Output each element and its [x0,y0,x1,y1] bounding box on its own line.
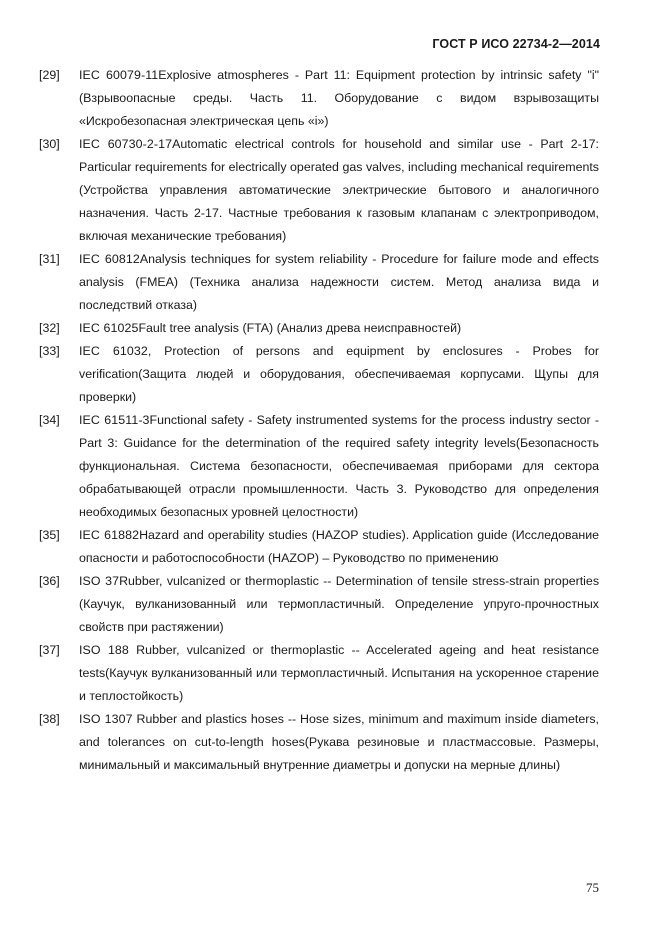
reference-description: Rubber, vulcanized or thermoplastic -- Determination of tensile stress-strain properties (Каучук, вулканизованный или термопластичный. Определение упруго-прочностных свойств при растяжении) [79,574,600,634]
reference-code: IEC 61511-3 [79,413,150,427]
reference-code: IEC 61882 [79,528,140,542]
reference-code: IEC 61032, [79,344,152,358]
reference-number: [34] [39,413,60,427]
reference-number: [32] [39,321,60,335]
reference-text [79,570,599,639]
reference-description: Hazard and operability studies (HAZOP studies). Application guide (Исследование опасности и работоспособности (HAZOP) – Руководство по применению [79,528,600,565]
reference-description: Fault tree analysis (FTA) (Анализ древа неисправностей) [138,321,462,335]
reference-description: Rubber and plastics hoses -- Hose sizes, minimum and maximum inside diameters, and tolerances on cut-to-length hoses(Рукава резиновые и пластмассовые. Размеры, минимальный и максимальный внутренние диаметры и допуски на мерные длины) [79,712,599,772]
reference-text [79,708,599,777]
reference-code: IEC 61025 [79,321,139,335]
reference-number: [33] [39,344,60,358]
reference-description: Analysis techniques for system reliability - Procedure for failure mode and effects analysis (FMEA) (Техника анализа надежности систем. Метод анализа вида и последствий отказа) [79,252,599,312]
reference-description: Explosive atmospheres - Part 11: Equipment protection by intrinsic safety "i" (Взрывоопасные среды. Часть 11. Оборудование с видом взрывозащиты «Искробезопасная электрическая цепь «i») [79,68,599,128]
reference-number: [35] [39,528,60,542]
reference-item [39,639,599,708]
reference-number: [29] [39,68,60,82]
reference-number: [30] [39,137,60,151]
reference-number: [38] [39,712,60,726]
reference-number: [31] [39,252,60,266]
reference-description: Protection of persons and equipment by enclosures - Probes for verification(Защита людей и оборудования, обеспечиваемая корпусами. Щупы для проверки) [79,344,599,404]
reference-description: Rubber, vulcanized or thermoplastic -- Accelerated ageing and heat resistance tests(Каучук вулканизованный или термопластичный. Испытания на ускоренное старение и теплостойкость) [79,643,599,703]
reference-code: ISO 37 [79,574,120,588]
reference-number: [36] [39,574,60,588]
reference-text [79,639,599,708]
reference-description: Functional safety - Safety instrumented systems for the process industry sector - Part 3: Guidance for the determination of the required safety integrity levels(Безопасность функциональная. Система безопасности, обеспечиваемая приборами для сектора обрабатывающей отрасли промышленности. Часть 3. Руководство для определения необходимых безопасных уровней целостности) [79,413,600,519]
reference-code: IEC 60730-2-17 [79,137,173,151]
reference-code: ISO 188 [79,643,129,657]
reference-item [39,317,599,340]
reference-description: Automatic electrical controls for household and similar use - Part 2-17: Particular requirements for electrically operated gas valves, including mechanical requirements (Устройства управления автоматические электрические бытового и аналогичного назначения. Часть 2-17. Частные требования к газовым клапанам с электроприводом, включая механические требования) [79,137,599,243]
reference-item [39,340,599,409]
reference-item [39,248,599,317]
document-header: ГОСТ Р ИСО 22734-2—2014 [432,37,600,51]
reference-text [79,64,599,133]
reference-code: ISO 1307 [79,712,133,726]
reference-text [79,248,599,317]
reference-number: [37] [39,643,60,657]
reference-text [79,524,599,570]
reference-code: IEC 60079-11 [79,68,159,82]
reference-text [79,317,599,340]
reference-item [39,64,599,133]
reference-item [39,133,599,248]
reference-list [39,64,599,777]
page-number: 75 [586,880,599,895]
reference-text [79,133,599,248]
reference-item [39,409,599,524]
reference-code: IEC 60812 [79,252,140,266]
reference-text [79,340,599,409]
reference-item [39,524,599,570]
reference-item [39,570,599,639]
reference-item [39,708,599,777]
reference-text [79,409,599,524]
